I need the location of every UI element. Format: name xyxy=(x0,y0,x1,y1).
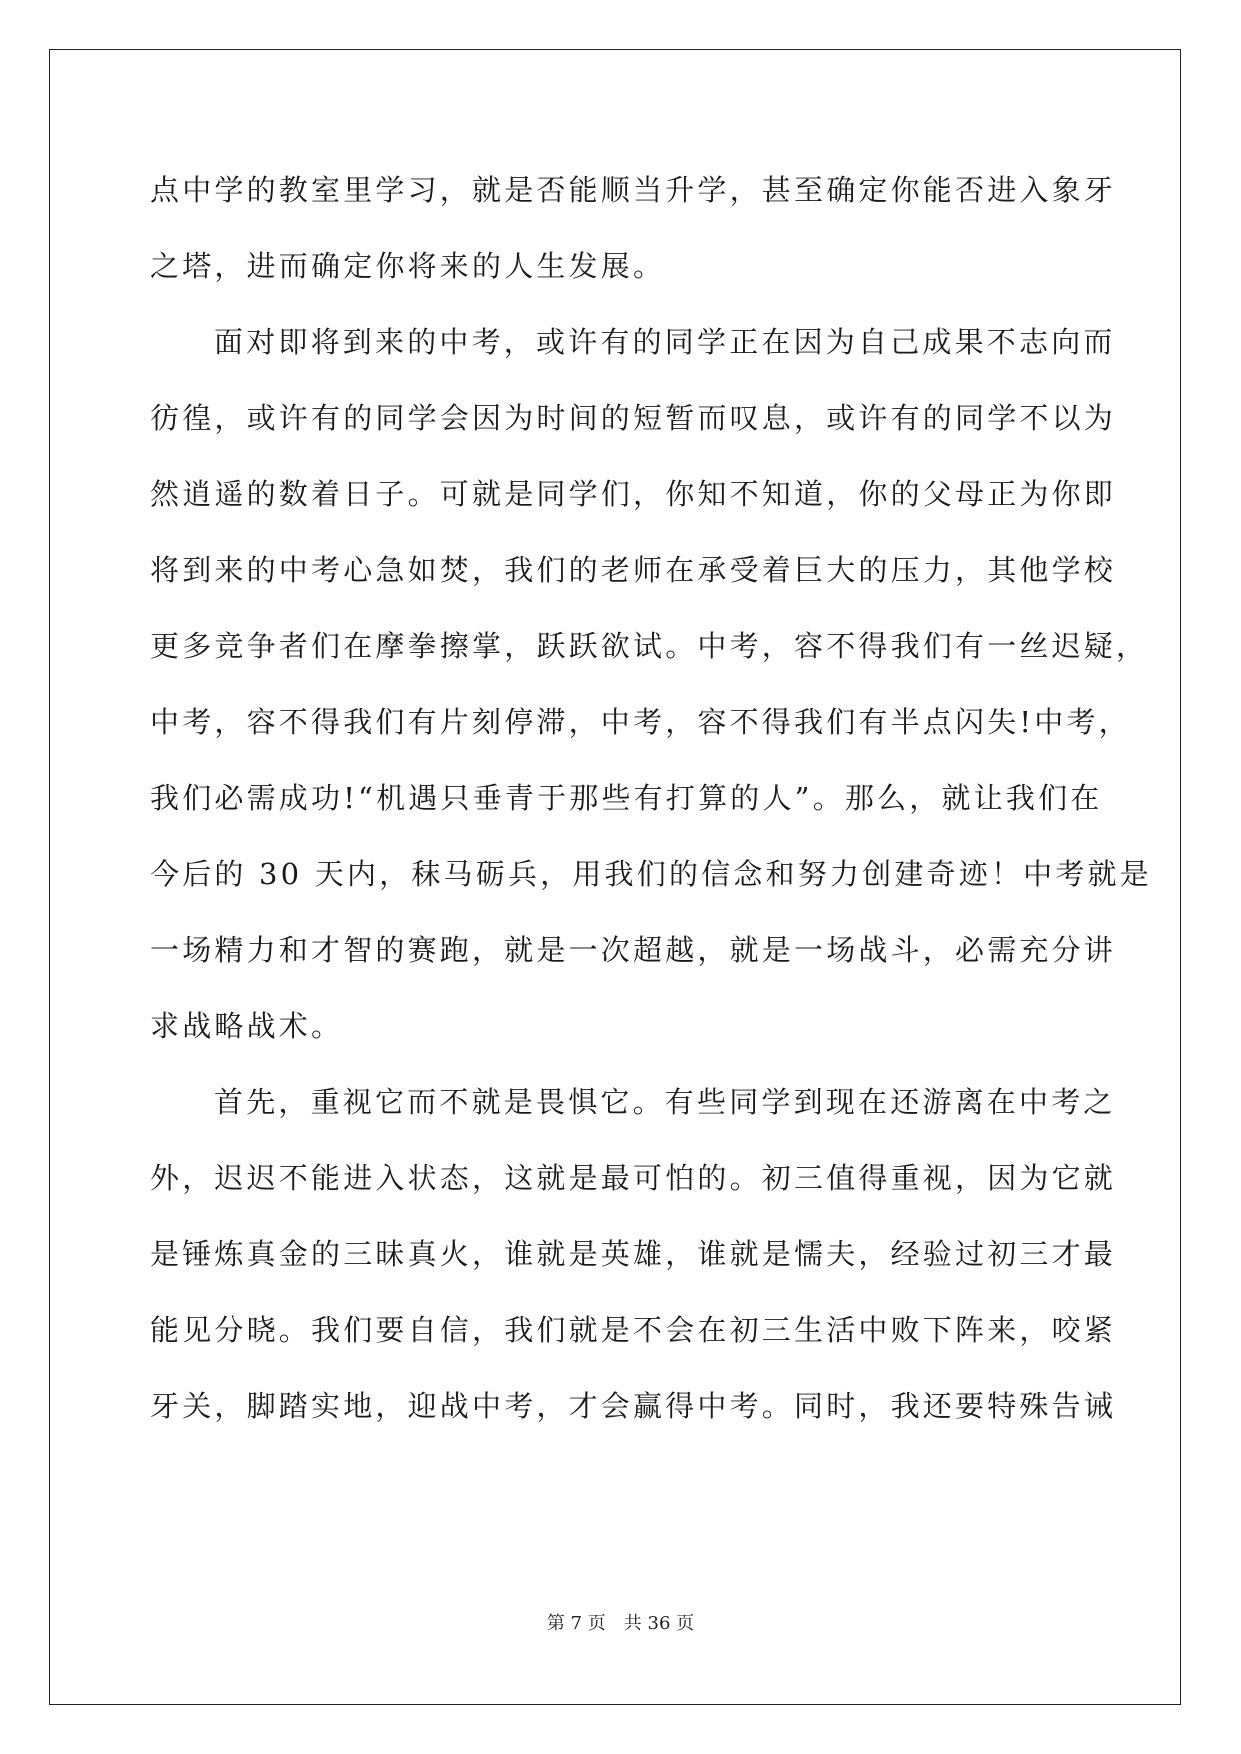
text-line: 能见分晓。我们要自信，我们就是不会在初三生活中败下阵来，咬紧 xyxy=(150,1313,1117,1347)
text-line: 外，迟迟不能进入状态，这就是最可怕的。初三值得重视，因为它就 xyxy=(150,1161,1117,1195)
text-line: 之塔，进而确定你将来的人生发展。 xyxy=(150,249,666,283)
text-line: 首先，重视它而不就是畏惧它。有些同学到现在还游离在中考之 xyxy=(214,1085,1116,1119)
text-line: 面对即将到来的中考，或许有的同学正在因为自己成果不志向而 xyxy=(214,325,1116,359)
page-number: 第 7 页 共 36 页 xyxy=(546,1613,695,1634)
text-line: 彷徨，或许有的同学会因为时间的短暂而叹息，或许有的同学不以为 xyxy=(150,401,1117,435)
text-line: 今后的 30 天内，秣马砺兵，用我们的信念和努力创建奇迹！中考就是 xyxy=(150,857,1152,891)
text-line: 求战略战术。 xyxy=(150,1009,344,1043)
text-line: 牙关，脚踏实地，迎战中考，才会赢得中考。同时，我还要特殊告诫 xyxy=(150,1389,1117,1423)
text-line: 更多竞争者们在摩拳擦掌，跃跃欲试。中考，容不得我们有一丝迟疑， xyxy=(150,629,1149,663)
text-line: 一场精力和才智的赛跑，就是一次超越，就是一场战斗，必需充分讲 xyxy=(150,933,1117,967)
document-body xyxy=(150,152,1152,1444)
text-line: 点中学的教室里学习，就是否能顺当升学，甚至确定你能否进入象牙 xyxy=(150,173,1117,207)
text-line: 是锤炼真金的三昧真火，谁就是英雄，谁就是懦夫，经验过初三才最 xyxy=(150,1237,1117,1271)
text-line: 我们必需成功!“机遇只垂青于那些有打算的人”。那么，就让我们在 xyxy=(150,781,1103,815)
text-line: 将到来的中考心急如焚，我们的老师在承受着巨大的压力，其他学校 xyxy=(150,553,1117,587)
text-line: 中考，容不得我们有片刻停滞，中考，容不得我们有半点闪失!中考， xyxy=(150,705,1131,739)
text-line: 然逍遥的数着日子。可就是同学们，你知不知道，你的父母正为你即 xyxy=(150,477,1117,511)
